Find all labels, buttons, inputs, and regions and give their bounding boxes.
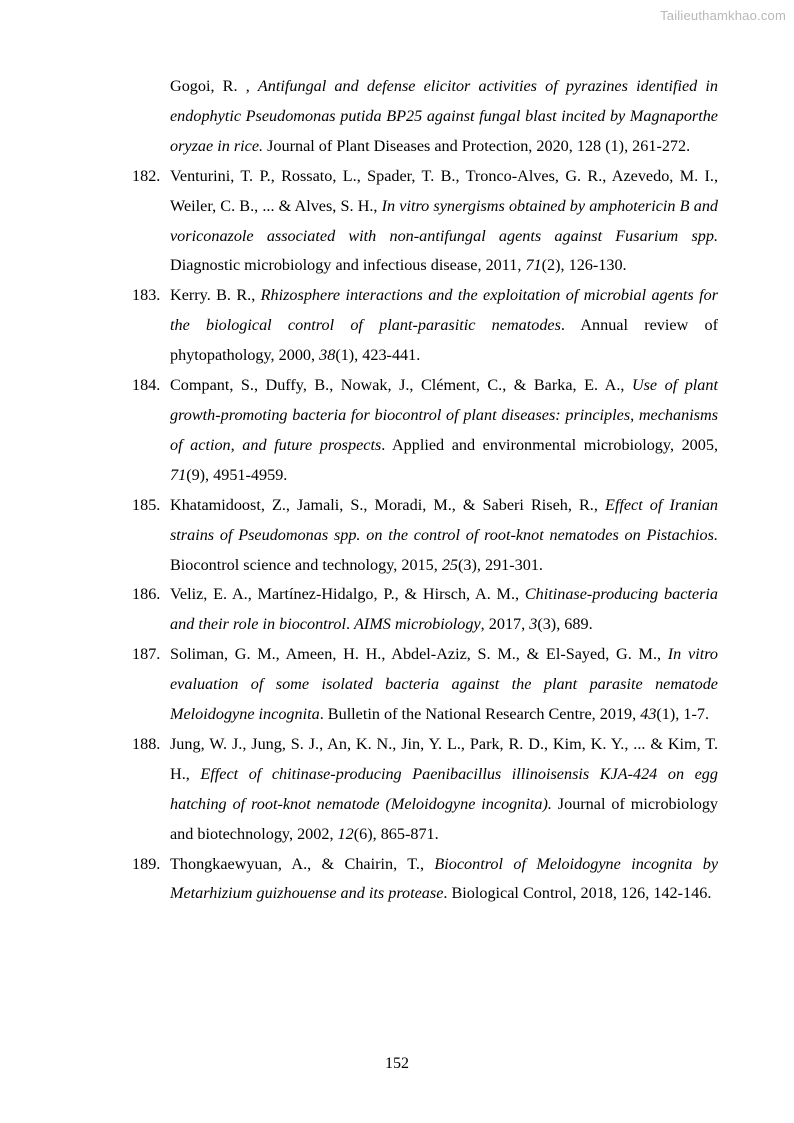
reference-number: 186.: [132, 585, 161, 604]
reference-authors: Gogoi, R. ,: [170, 77, 258, 95]
reference-title: Biocontrol of Meloidogyne incognita by Metarhizium guizhouense and its protease: [170, 854, 719, 903]
reference-volume: 43: [640, 705, 657, 724]
reference-title: Chitinase-producing bacteria and their role in biocontrol: [170, 585, 718, 634]
reference-number: 188.: [132, 734, 161, 753]
reference-item: [132, 730, 718, 850]
reference-title: Effect of chitinase-producing Paenibacillus illinoisensis KJA-424 on egg hatching of root-knot nematode (Meloidogyne incognita).: [170, 764, 718, 813]
reference-volume: 71: [170, 465, 187, 484]
reference-source: . Annual review of phytopathology, 2000,: [170, 316, 719, 365]
reference-authors: Compant, S., Duffy, B., Nowak, J., Clément, C., & Barka, E. A.,: [170, 376, 632, 395]
reference-item: [132, 640, 718, 730]
reference-item: [132, 491, 718, 581]
reference-volume: 3: [529, 615, 538, 634]
reference-pages: (6), 865-871.: [353, 824, 439, 843]
reference-source: Journal of microbiology and biotechnology, 2002,: [170, 794, 719, 843]
reference-pages: (1), 423-441.: [335, 346, 421, 365]
reference-volume: 12: [337, 824, 354, 843]
page-number: 152: [385, 1055, 409, 1072]
reference-source: . Applied and environmental microbiology, 2005,: [381, 435, 718, 454]
reference-title: Use of plant growth-promoting bacteria for biocontrol of plant diseases: principles, mechanisms of action, and future prospects: [170, 376, 718, 454]
reference-authors: Thongkaewyuan, A., & Chairin, T.,: [170, 854, 435, 873]
reference-journal: AIMS microbiology: [354, 615, 481, 634]
reference-number: 184.: [132, 376, 161, 395]
reference-volume: 71: [525, 256, 542, 275]
reference-source: Journal of Plant Diseases and Protection, 2020, 128 (1), 261-272.: [263, 136, 691, 155]
reference-authors: Venturini, T. P., Rossato, L., Spader, T. B., Tronco-Alves, G. R., Azevedo, M. I., Weiler, C. B., ... & Alves, S. H.,: [170, 166, 718, 215]
reference-item: [132, 281, 718, 371]
reference-source: .: [345, 615, 355, 634]
reference-pages: (9), 4951-4959.: [186, 465, 288, 484]
reference-authors: Kerry. B. R.,: [170, 286, 261, 305]
reference-authors: Khatamidoost, Z., Jamali, S., Moradi, M., & Saberi Riseh, R.,: [170, 495, 605, 514]
reference-title: In vitro evaluation of some isolated bacteria against the plant parasite nematode Meloidogyne incognita: [170, 645, 718, 724]
reference-volume: 38: [319, 346, 336, 365]
reference-item: [132, 371, 718, 491]
reference-number: 189.: [132, 854, 161, 873]
reference-number: 183.: [132, 286, 161, 305]
reference-item: [132, 850, 718, 910]
reference-authors: Soliman, G. M., Ameen, H. H., Abdel-Aziz, S. M., & El-Sayed, G. M.,: [170, 645, 668, 664]
reference-pages: (1), 1-7.: [656, 705, 710, 724]
reference-item: [132, 162, 718, 282]
reference-item: [132, 72, 718, 162]
reference-source: Biocontrol science and technology, 2015,: [170, 555, 442, 574]
reference-item: [132, 580, 718, 640]
reference-year: , 2017,: [480, 615, 530, 634]
reference-source: . Bulletin of the National Research Centre, 2019,: [319, 705, 641, 724]
reference-pages: (3), 689.: [537, 615, 593, 634]
reference-title: Rhizosphere interactions and the exploitation of microbial agents for the biological control of plant-parasitic nematodes: [170, 286, 718, 335]
reference-pages: (3), 291-301.: [458, 555, 543, 574]
reference-title: Antifungal and defense elicitor activities of pyrazines identified in endophytic Pseudomonas putida BP25 against fungal blast incited by Magnaporthe oryzae in rice.: [170, 77, 718, 155]
reference-list: [132, 72, 718, 909]
reference-authors: Veliz, E. A., Martínez-Hidalgo, P., & Hirsch, A. M.,: [170, 585, 525, 604]
reference-number: 187.: [132, 645, 161, 664]
reference-number: 182.: [132, 166, 161, 185]
reference-volume: 25: [441, 555, 459, 574]
reference-number: 185.: [132, 495, 161, 514]
reference-title: In vitro synergisms obtained by amphotericin B and voriconazole associated with non-antifungal agents against Fusarium spp.: [170, 196, 719, 245]
reference-authors: Jung, W. J., Jung, S. J., An, K. N., Jin, Y. L., Park, R. D., Kim, K. Y., ... & Kim, T. H.,: [170, 734, 718, 783]
reference-source: Diagnostic microbiology and infectious disease, 2011,: [170, 256, 526, 275]
watermark: Tailieuthamkhao.com: [660, 8, 786, 23]
reference-title: Effect of Iranian strains of Pseudomonas spp. on the control of root-knot nematodes on Pistachios.: [170, 495, 719, 544]
reference-source: . Biological Control, 2018, 126, 142-146.: [443, 884, 712, 903]
reference-pages: (2), 126-130.: [541, 256, 627, 275]
